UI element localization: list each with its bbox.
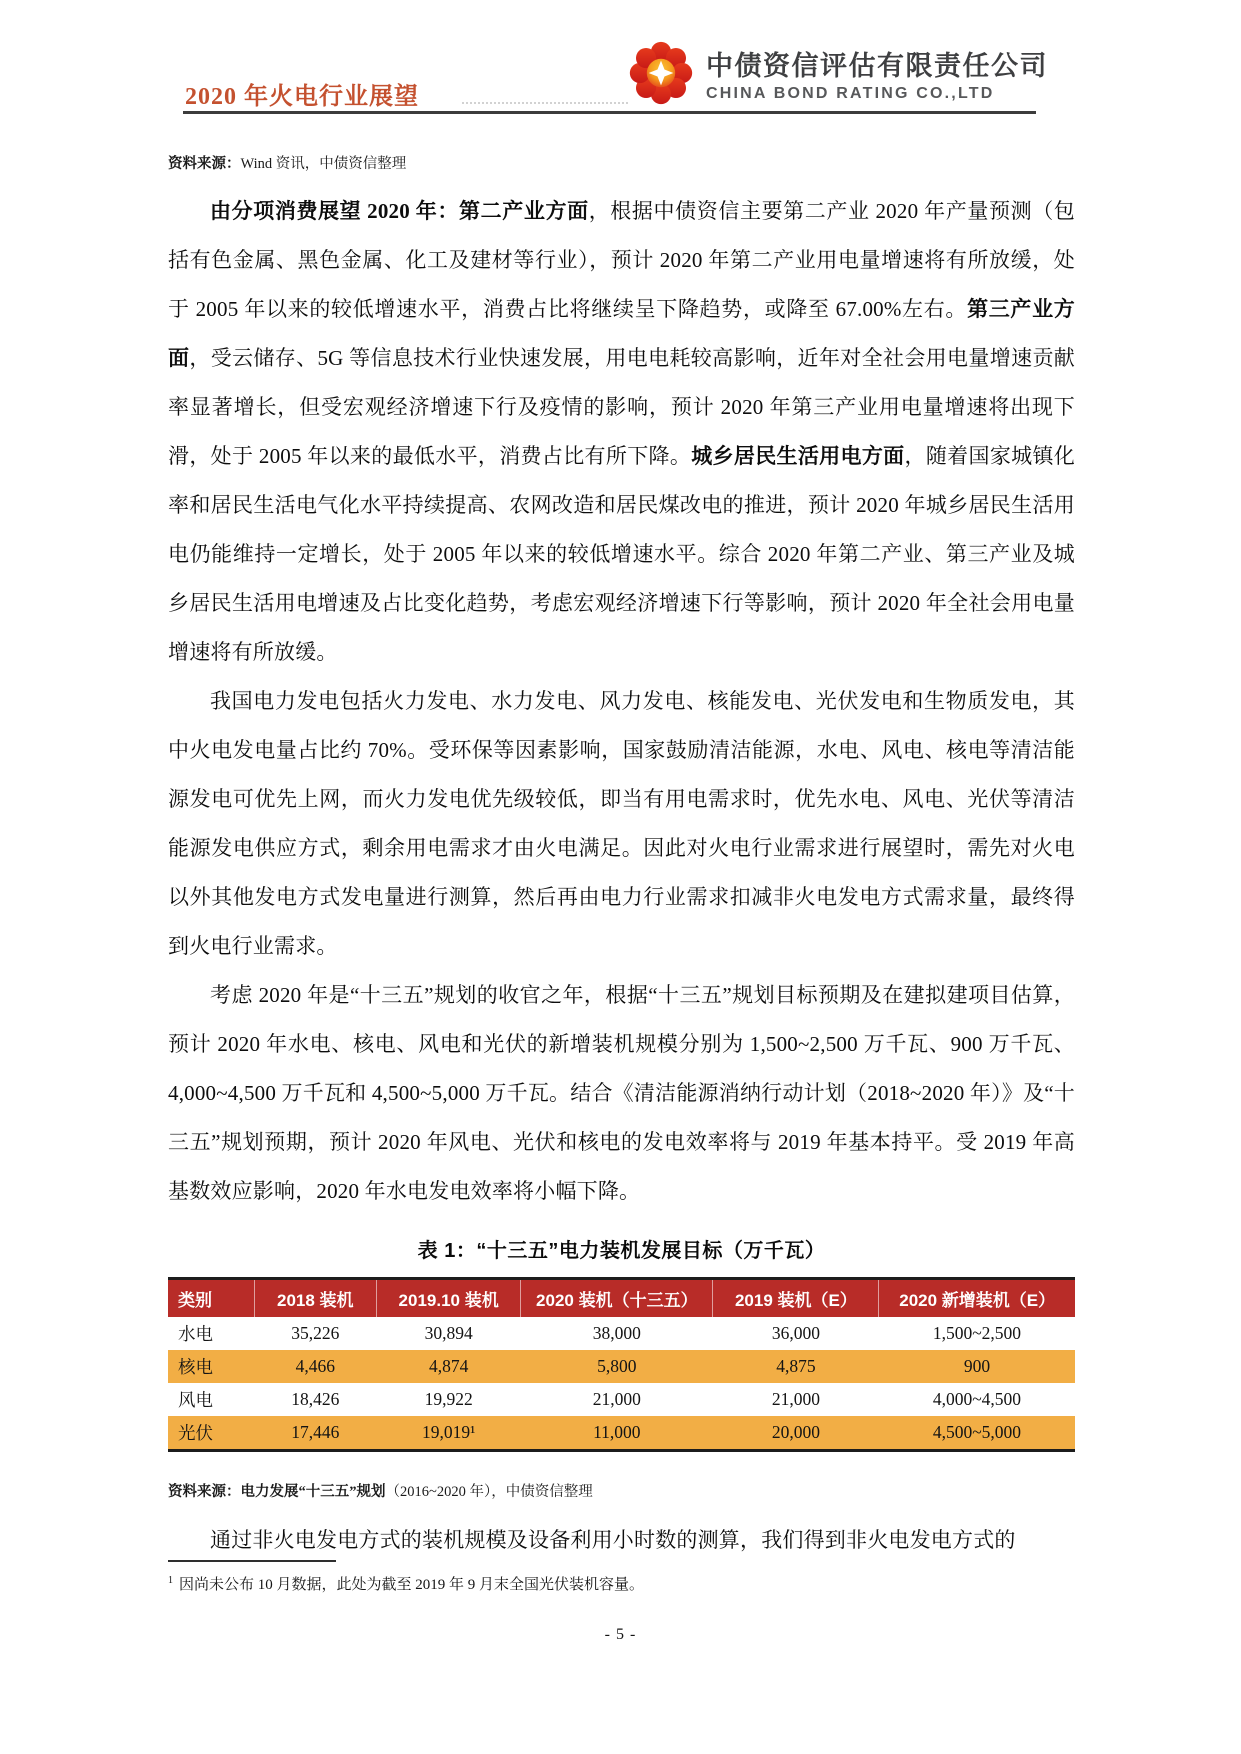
table-cell: 4,875 bbox=[713, 1350, 879, 1383]
company-name-block bbox=[706, 44, 1048, 103]
header-divider bbox=[183, 111, 1036, 114]
table-cell: 1,500~2,500 bbox=[932, 1323, 1022, 1343]
table-cell: 5,800 bbox=[521, 1350, 713, 1383]
table-cell: 21,000 bbox=[592, 1389, 641, 1409]
body-text: 考虑 2020 年是“十三五”规划的收官之年，根据“十三五”规划目标预期及在建拟建项目估算，预计 2020 年水电、核电、风电和光伏的新增装机规模分别为 1,500~2,500 万千瓦、900 万千瓦、4,000~4,500 万千瓦和 4,500~5,000 万千瓦。结合《清洁能源消纳行动计划（2018~2020 年）》及“十三五”规划预期，预计 2020 年风电、光伏和核电的发电效率将与 2019 年基本持平。受 2019 年高基数效应影响，2020 年水电发电效率将小幅下降。 bbox=[168, 983, 1075, 1203]
table-cell: 核电 bbox=[168, 1350, 254, 1383]
body-paragraphs bbox=[168, 187, 1075, 1216]
paragraph bbox=[168, 187, 1075, 677]
paragraph bbox=[168, 677, 1075, 971]
body-text: ，根据中债资信主要第二产业 2020 年产量预测（包括有色金属、黑色金属、化工及建材等行业），预计 2020 年第二产业用电量增速将有所放缓，处于 2005 年以来的较低增速水平，消费占比将继续呈下降趋势，或降至 67.00%左右。 bbox=[168, 199, 1076, 321]
table-header-cell: 2019 装机（E） bbox=[713, 1279, 879, 1318]
footnote-marker: 1 bbox=[168, 1575, 173, 1586]
table-title: 表 1：“十三五”电力装机发展目标（万千瓦） bbox=[417, 1240, 826, 1262]
table-cell: 11,000 bbox=[521, 1416, 713, 1451]
table-row bbox=[168, 1416, 1075, 1451]
main-content bbox=[168, 152, 1075, 1565]
table-header-cell: 2018 装机 bbox=[254, 1279, 376, 1318]
table-cell: 19,922 bbox=[424, 1389, 473, 1409]
table-header-cell: 2019.10 装机 bbox=[377, 1279, 521, 1318]
company-name-cn: 中债资信评估有限责任公司 bbox=[706, 50, 1048, 81]
capacity-target-table bbox=[168, 1277, 1075, 1452]
table-cell: 20,000 bbox=[713, 1416, 879, 1451]
table-cell: 水电 bbox=[178, 1324, 213, 1344]
table-cell: 光伏 bbox=[168, 1416, 254, 1451]
footnote-body: 因尚未公布 10 月数据，此处为截至 2019 年 9 月末全国光伏装机容量。 bbox=[179, 1577, 645, 1593]
table-cell: 4,000~4,500 bbox=[932, 1389, 1022, 1409]
table-cell: 21,000 bbox=[771, 1389, 820, 1409]
body-text: ，受云储存、5G 等信息技术行业快速发展，用电电耗较高影响，近年对全社会用电量增速贡献率显著增长，但受宏观经济增速下行及疫情的影响，预计 2020 年第三产业用电量增速将出现下滑，处于 2005 年以来的最低水平，消费占比有所下降。 bbox=[168, 346, 1075, 468]
table-cell: 35,226 bbox=[291, 1323, 340, 1343]
table-cell: 38,000 bbox=[592, 1323, 641, 1343]
table-body bbox=[168, 1317, 1075, 1451]
company-logo-block bbox=[628, 40, 1048, 106]
table-source-normal: （2016~2020 年），中债资信整理 bbox=[385, 1484, 593, 1500]
source-note-top bbox=[168, 152, 1075, 173]
table-header-cell: 2020 新增装机（E） bbox=[879, 1279, 1075, 1318]
table-cell: 风电 bbox=[178, 1390, 213, 1410]
table-cell: 17,446 bbox=[254, 1416, 376, 1451]
page-number: - 5 - bbox=[604, 1626, 637, 1643]
table-source-bold: 资料来源：电力发展“十三五”规划 bbox=[168, 1484, 386, 1500]
table-header-cell: 2020 装机（十三五） bbox=[521, 1279, 713, 1318]
table-cell: 4,874 bbox=[377, 1350, 521, 1383]
table-cell: 4,500~5,000 bbox=[879, 1416, 1075, 1451]
table-cell: 4,466 bbox=[254, 1350, 376, 1383]
footnote-text bbox=[168, 1570, 1075, 1596]
company-name-en: CHINA BOND RATING CO.,LTD bbox=[706, 84, 995, 102]
table-header-row bbox=[168, 1279, 1075, 1318]
emphasis-text: 第三产业方面 bbox=[168, 297, 1075, 370]
emphasis-text: 城乡居民生活用电方面 bbox=[691, 444, 905, 468]
paragraph bbox=[168, 971, 1075, 1216]
company-flower-logo-icon bbox=[628, 40, 694, 106]
table-row bbox=[168, 1317, 1075, 1350]
footnote-block bbox=[168, 1560, 1075, 1596]
table-cell: 36,000 bbox=[771, 1323, 820, 1343]
table-row bbox=[168, 1383, 1075, 1416]
emphasis-text: 由分项消费展望 2020 年：第二产业方面 bbox=[210, 199, 589, 223]
table-cell: 18,426 bbox=[291, 1389, 340, 1409]
footnote-separator bbox=[168, 1560, 336, 1562]
table-cell: 19,019¹ bbox=[377, 1416, 521, 1451]
source-value: Wind 资讯，中债资信整理 bbox=[240, 156, 407, 172]
table-row bbox=[168, 1350, 1075, 1383]
body-text: ，随着国家城镇化率和居民生活电气化水平持续提高、农网改造和居民煤改电的推进，预计 2020 年城乡居民生活用电仍能维持一定增长，处于 2005 年以来的较低增速水平。综合 2020 年第二产业、第三产业及城乡居民生活用电增速及占比变化趋势，考虑宏观经济增速下行等影响，预计 2020 年全社会用电量增速将有所放缓。 bbox=[168, 444, 1076, 664]
source-label: 资料来源： bbox=[168, 156, 241, 172]
table-cell: 30,894 bbox=[424, 1323, 473, 1343]
table-source-note bbox=[168, 1480, 1075, 1501]
table-header-cell: 类别 bbox=[168, 1279, 254, 1318]
table-cell: 900 bbox=[879, 1350, 1075, 1383]
body-text: 我国电力发电包括火力发电、水力发电、风力发电、核能发电、光伏发电和生物质发电，其中火电发电量占比约 70%。受环保等因素影响，国家鼓励清洁能源，水电、风电、核电等清洁能源发电可优先上网，而火力发电优先级较低，即当有用电需求时，优先水电、风电、光伏等清洁能源发电供应方式，剩余用电需求才由火电满足。因此对火电行业需求进行展望时，需先对火电以外其他发电方式发电量进行测算，然后再由电力行业需求扣减非火电发电方式需求量，最终得到火电行业需求。 bbox=[168, 689, 1075, 958]
closing-paragraph: 通过非火电发电方式的装机规模及设备利用小时数的测算，我们得到非火电发电方式的 bbox=[210, 1527, 1016, 1552]
document-title: 2020 年火电行业展望 bbox=[185, 84, 419, 110]
